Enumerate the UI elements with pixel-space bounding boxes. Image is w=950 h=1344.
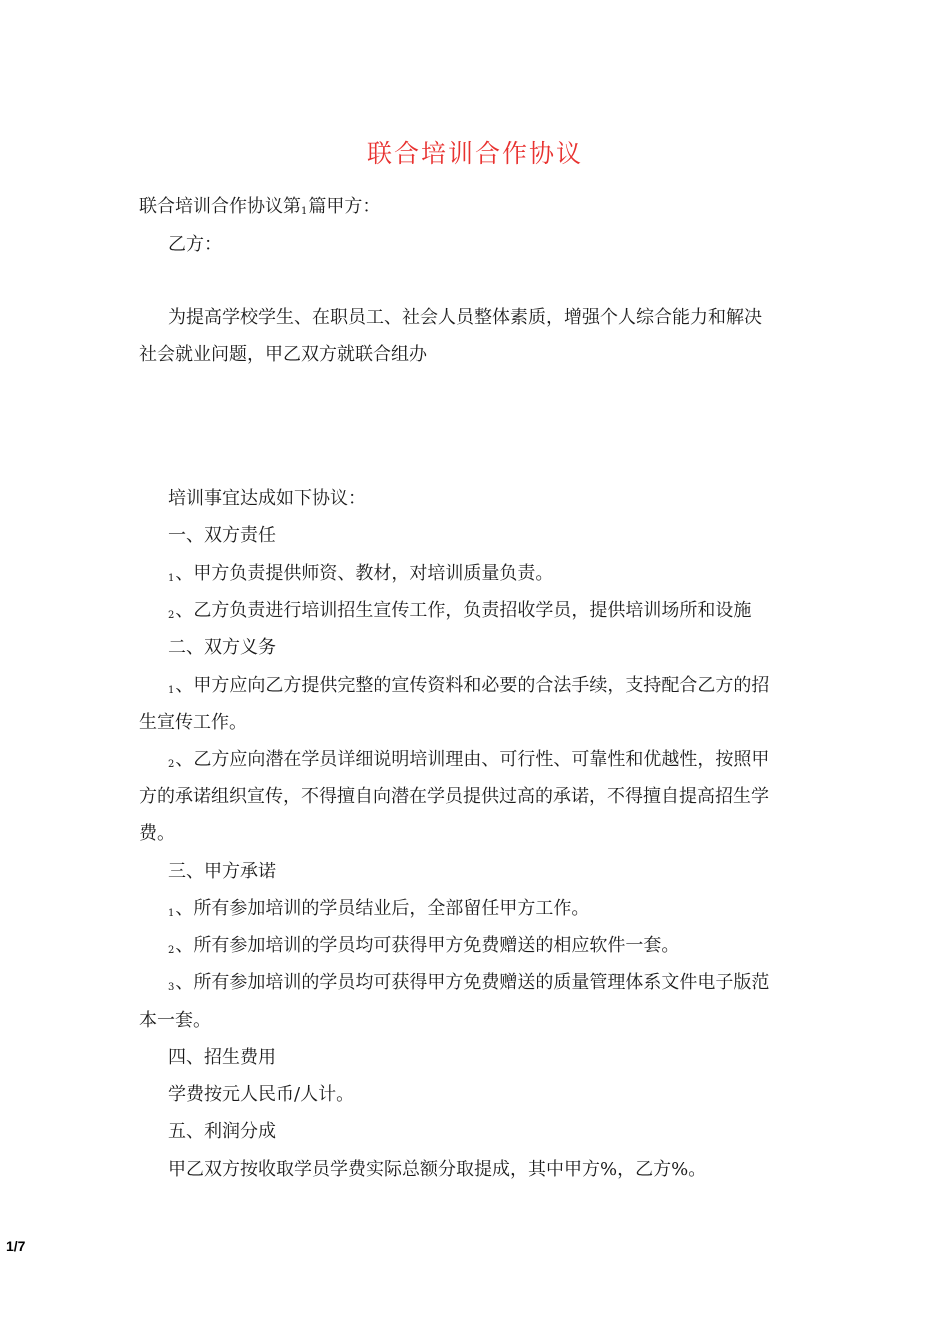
section-2-item-1-line-1 xyxy=(168,675,769,702)
intro-number: 1 xyxy=(301,206,308,217)
item-text: 、乙方负责进行培训招生宣传工作，负责招收学员，提供培训场所和设施 xyxy=(175,600,752,621)
section-3-item-3-line-2: 本一套。 xyxy=(139,1010,211,1031)
section-3-item-1 xyxy=(168,898,589,925)
purpose-line-1: 为提高学校学生、在职员工、社会人员整体素质，增强个人综合能力和解决 xyxy=(168,307,762,328)
item-text: 、所有参加培训的学员均可获得甲方免费赠送的质量管理体系文件电子版范 xyxy=(175,972,770,993)
purpose-line-2: 社会就业问题，甲乙双方就联合组办 xyxy=(139,344,427,365)
item-text: 、乙方应向潜在学员详细说明培训理由、可行性、可靠性和优越性，按照甲 xyxy=(175,749,770,770)
document-title: 联合培训合作协议 xyxy=(366,139,583,168)
agreement-intro: 培训事宜达成如下协议： xyxy=(168,488,366,509)
page-number: 1/7 xyxy=(6,1238,26,1254)
section-2-item-2-line-3: 费。 xyxy=(139,823,175,844)
party-b-line: 乙方： xyxy=(168,234,222,255)
intro-text: 联合培训合作协议第 xyxy=(139,196,301,217)
section-3-heading: 三、甲方承诺 xyxy=(168,861,276,882)
item-number: 3 xyxy=(168,982,175,993)
section-3-item-3-line-1 xyxy=(168,972,769,999)
section-5-heading: 五、利润分成 xyxy=(168,1121,276,1142)
section-1-item-2 xyxy=(168,600,751,627)
intro-line xyxy=(139,196,380,223)
item-number: 2 xyxy=(168,945,175,956)
section-1-heading: 一、双方责任 xyxy=(168,525,276,546)
item-text: 、甲方负责提供师资、教材，对培训质量负责。 xyxy=(175,563,554,584)
section-2-heading: 二、双方义务 xyxy=(168,637,276,658)
item-text: 、所有参加培训的学员结业后，全部留任甲方工作。 xyxy=(175,898,590,919)
section-2-item-2-line-1 xyxy=(168,749,769,776)
item-number: 1 xyxy=(168,573,175,584)
intro-text-party-a: 篇甲方： xyxy=(308,196,381,217)
section-3-item-2 xyxy=(168,935,679,962)
section-4-heading: 四、招生费用 xyxy=(168,1047,276,1068)
item-text: 、所有参加培训的学员均可获得甲方免费赠送的相应软件一套。 xyxy=(175,935,680,956)
item-number: 1 xyxy=(168,908,175,919)
section-2-item-1-line-2: 生宣传工作。 xyxy=(139,712,247,733)
item-text: 、甲方应向乙方提供完整的宣传资料和必要的合法手续，支持配合乙方的招 xyxy=(175,675,770,696)
section-2-item-2-line-2: 方的承诺组织宣传，不得擅自向潜在学员提供过高的承诺，不得擅自提高招生学 xyxy=(139,786,769,807)
item-number: 2 xyxy=(168,759,175,770)
section-5-text: 甲乙双方按收取学员学费实际总额分取提成，其中甲方%，乙方%。 xyxy=(168,1159,707,1180)
section-1-item-1 xyxy=(168,563,553,590)
item-number: 2 xyxy=(168,610,175,621)
section-4-text: 学费按元人民币/人计。 xyxy=(168,1084,355,1105)
item-number: 1 xyxy=(168,685,175,696)
